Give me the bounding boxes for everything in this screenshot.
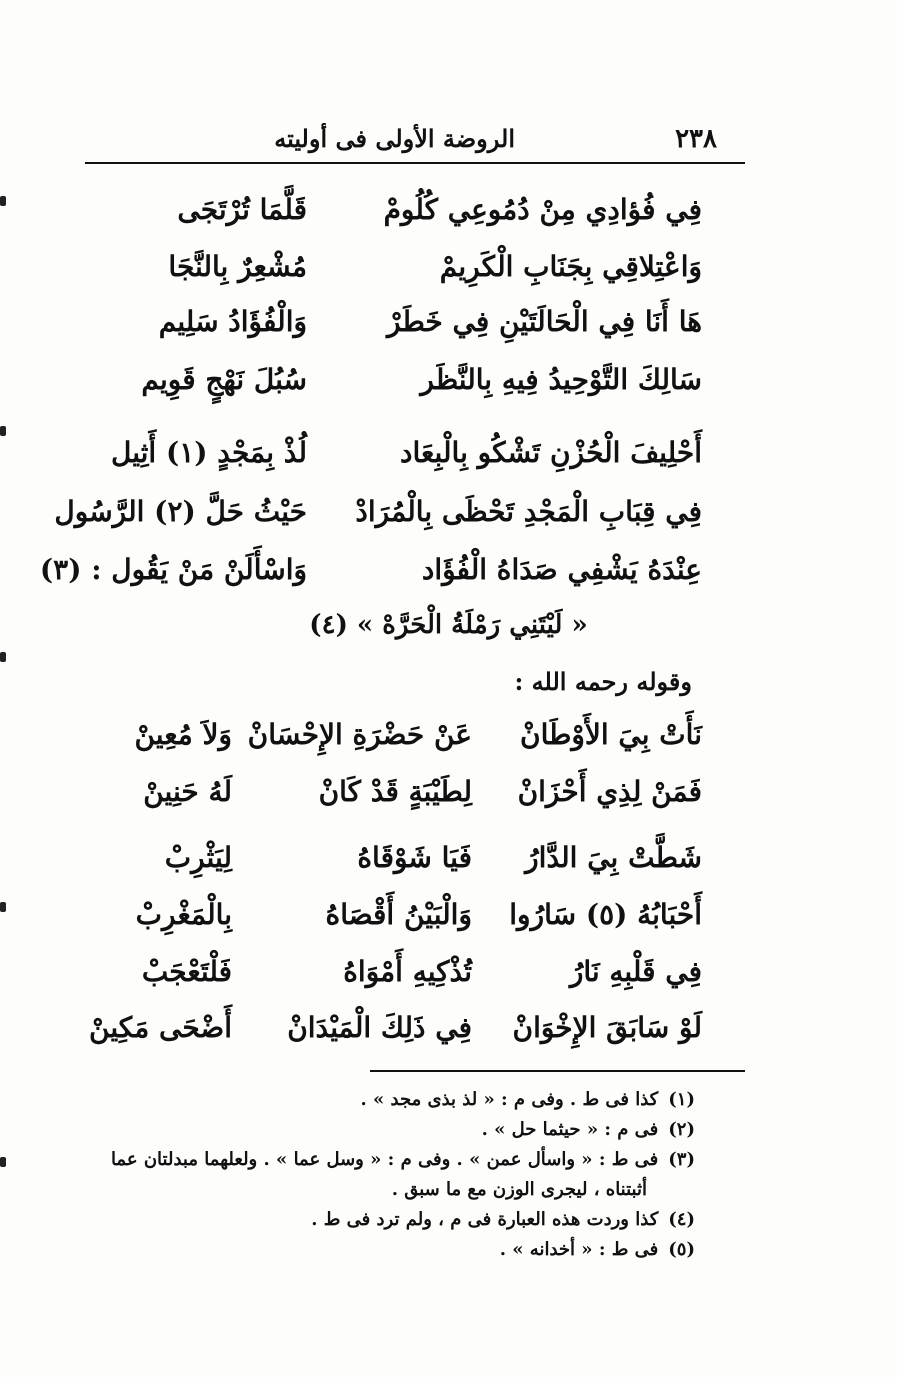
verse-line	[0, 423, 897, 483]
first-hemistich: فِي قِبَابِ الْمَجْدِ تَحْظَى بِالْمُرَادْ	[355, 495, 702, 528]
intro-line: وقوله رحمه الله :	[514, 667, 692, 696]
first-segment: نَأَتْ بِيَ الأَوْطَانْ	[520, 718, 702, 751]
verse-line	[0, 180, 897, 240]
third-segment: بِالْمَغْرِبْ	[135, 898, 232, 931]
verse-line	[0, 540, 897, 600]
second-segment: فَيَا شَوْقَاهُ	[357, 841, 472, 874]
first-segment: لَوْ سَابَقَ الإِخْوَانْ	[512, 1011, 702, 1044]
verse-line	[0, 237, 897, 297]
footnote-number: (١)	[668, 1089, 695, 1110]
footnote-continuation	[70, 1175, 695, 1205]
footnote-divider	[370, 1070, 745, 1072]
footnote-number: (٤)	[668, 1209, 695, 1230]
footnote	[70, 1115, 695, 1145]
second-hemistich: وَاسْأَلَنْ مَنْ يَقُول : (٣)	[39, 553, 307, 586]
verse-line	[0, 482, 897, 542]
first-segment: فِي قَلْبِهِ نَارُ	[569, 955, 702, 988]
second-segment: فِي ذَلِكَ الْمَيْدَانْ	[287, 1011, 472, 1044]
verse-line	[0, 998, 897, 1058]
footnote	[70, 1145, 695, 1175]
first-hemistich: فِي فُؤادِي مِنْ دُمُوعِي كُلُومْ	[383, 193, 702, 226]
second-hemistich: حَيْثُ حَلَّ (٢) الرَّسُول	[54, 495, 307, 528]
second-segment: عَنْ حَضْرَةِ الإِحْسَانْ	[247, 718, 472, 751]
scan-edge-mark	[0, 902, 6, 912]
footnote-text: فى م : « حيثما حل » .	[481, 1119, 659, 1140]
scan-edge-mark	[0, 196, 6, 206]
refrain-line: « لَيْتَنِي رَمْلَةُ الْحَرَّهْ » (٤)	[309, 610, 588, 640]
third-segment: أَضْحَى مَكِينْ	[89, 1011, 232, 1044]
second-segment: وَالْبَيْنُ أَقْصَاهُ	[325, 898, 472, 931]
footnote-text: فى ط : « أخدانه » .	[499, 1239, 659, 1260]
page-number: ٢٣٨	[675, 124, 717, 154]
verse-line	[0, 350, 897, 410]
verse-line	[0, 705, 897, 765]
verse-line	[0, 762, 897, 822]
first-hemistich: عِنْدَهُ يَشْفِي صَدَاهُ الْفُؤَاد	[421, 553, 702, 586]
second-hemistich: وَالْفُؤَادُ سَلِيم	[158, 305, 307, 338]
scan-edge-mark	[0, 1157, 6, 1167]
footnote-text: فى ط : « واسأل عمن » . وفى م : « وسل عما » . ولعلهما مبدلتان عما	[110, 1149, 659, 1170]
footnote	[70, 1235, 695, 1265]
running-title: الروضة الأولى فى أوليته	[274, 124, 515, 153]
first-hemistich: وَاعْتِلاقِي بِجَنَابِ الْكَرِيمْ	[439, 250, 702, 283]
verse-line	[0, 292, 897, 352]
footnote-number: (٥)	[668, 1239, 695, 1260]
footnote-text: كذا فى ط . وفى م : « لذ بذى مجد » .	[360, 1089, 659, 1110]
footnote-text: كذا وردت هذه العبارة فى م ، ولم ترد فى ط .	[311, 1209, 659, 1230]
third-segment: وَلاَ مُعِينْ	[134, 718, 232, 751]
verse-line	[0, 828, 897, 888]
footnote-text: أثبتناه ، ليجرى الوزن مع ما سبق .	[391, 1179, 647, 1200]
first-segment: شَطَّتْ بِيَ الدَّارُ	[525, 841, 702, 874]
second-hemistich: لُذْ بِمَجْدٍ (١) أَثِيل	[110, 436, 307, 469]
first-segment: أَحْبَابُهُ (٥) سَارُوا	[509, 898, 702, 931]
second-segment: تُذْكِيهِ أَمْوَاهُ	[343, 955, 472, 988]
verse-line	[0, 885, 897, 945]
footnotes	[70, 1085, 695, 1265]
footnote	[70, 1205, 695, 1235]
third-segment: فَلْتَعْجَبْ	[141, 955, 232, 988]
footnote	[70, 1085, 695, 1115]
second-hemistich: سُبُلَ نَهْجٍ قَوِيم	[141, 363, 307, 396]
footnote-number: (٣)	[668, 1149, 695, 1170]
second-hemistich: مُشْعِرٌ بِالنَّجَا	[168, 250, 307, 283]
first-hemistich: أَحْلِيفَ الْحُزْنِ تَشْكُو بِالْبِعَاد	[400, 436, 702, 469]
first-hemistich: هَا أَنَا فِي الْحَالَتَيْنِ فِي خَطَرْ	[387, 305, 702, 338]
first-hemistich: سَالِكَ التَّوْحِيدُ فِيهِ بِالنَّظَر	[420, 363, 702, 396]
scan-edge-mark	[0, 652, 6, 662]
second-segment: لِطَيْبَةٍ قَدْ كَانْ	[318, 775, 472, 808]
verse-line	[0, 942, 897, 1002]
second-hemistich: قَلَّمَا تُرْتَجَى	[177, 193, 307, 226]
third-segment: لِيَثْرِبْ	[164, 841, 232, 874]
page-header	[85, 118, 745, 164]
footnote-number: (٢)	[668, 1119, 695, 1140]
scan-edge-mark	[0, 426, 6, 436]
first-segment: فَمَنْ لِذِي أَحْزَانْ	[517, 775, 702, 808]
third-segment: لَهُ حَنِينْ	[143, 775, 232, 808]
